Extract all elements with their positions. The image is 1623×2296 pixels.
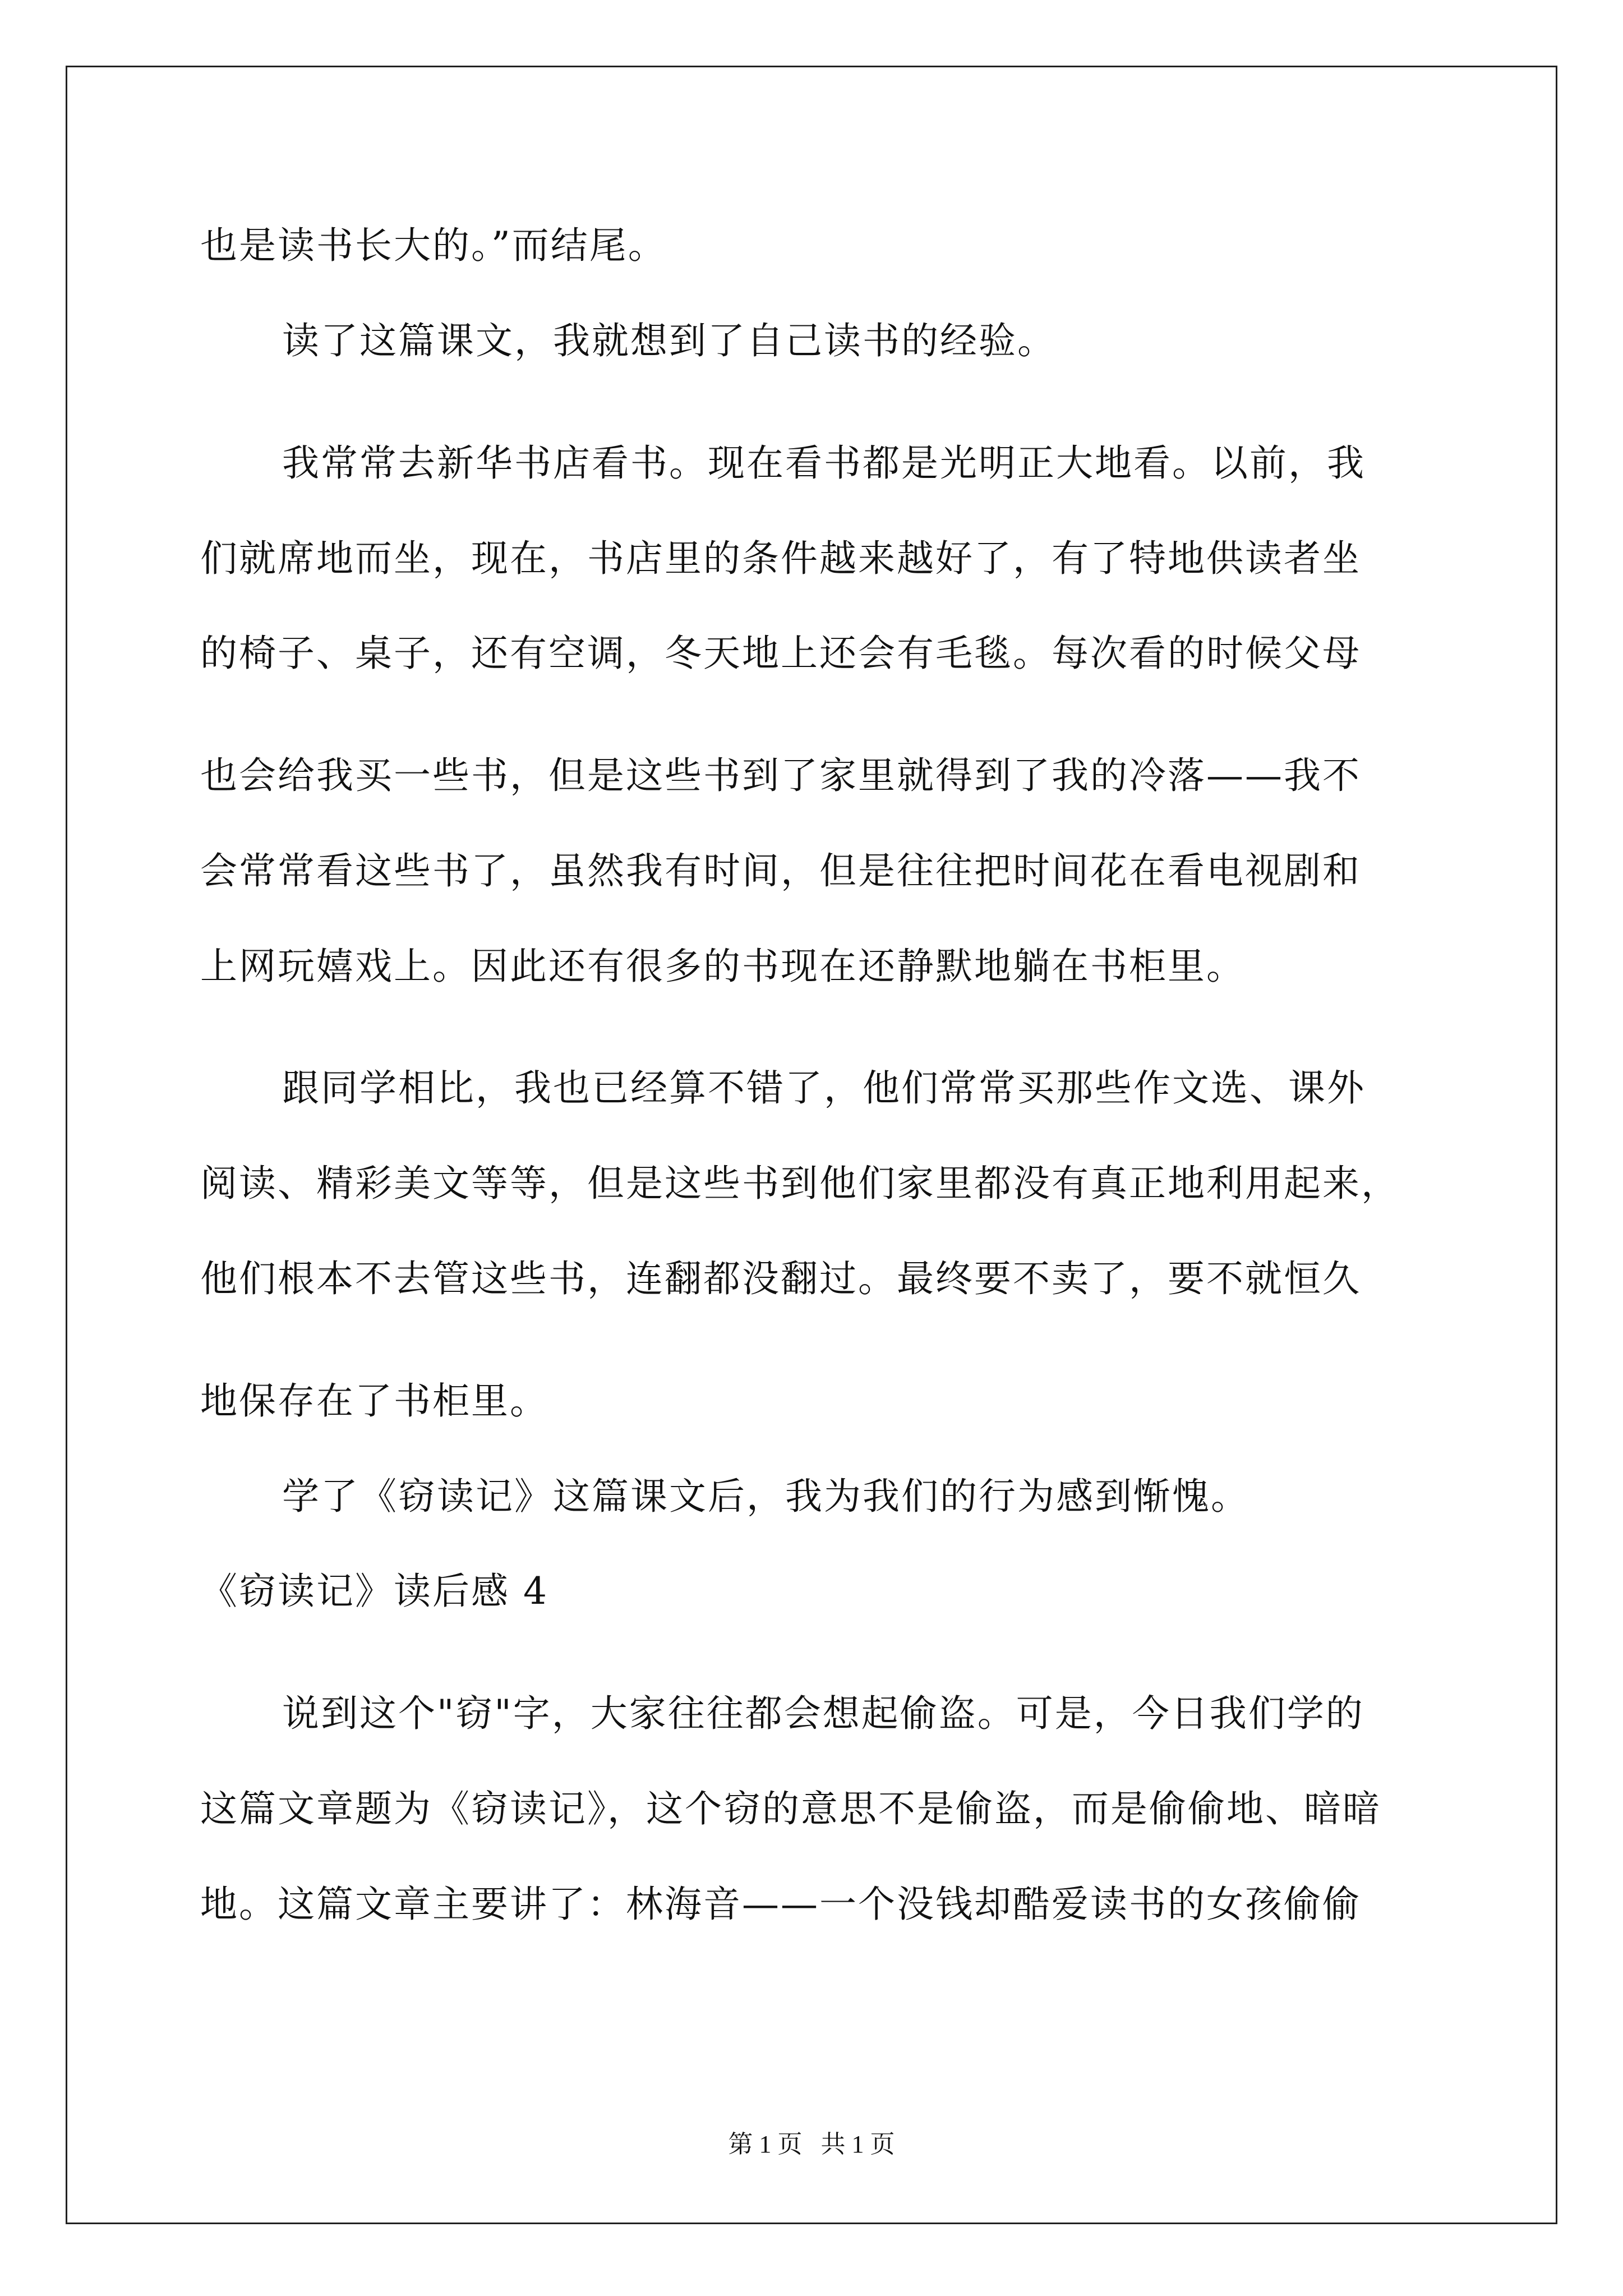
- text-line: 阅读、精彩美文等等，但是这些书到他们家里都没有真正地利用起来，: [200, 1162, 1400, 1205]
- text-line: 会常常看这些书了，虽然我有时间，但是往往把时间花在看电视剧和: [200, 849, 1361, 892]
- text-line: 上网玩嬉戏上。因此还有很多的书现在还静默地躺在书柜里。: [200, 945, 1245, 988]
- section-heading: 《窃读记》读后感 4: [200, 1570, 548, 1613]
- text-line: 地保存在了书柜里。: [200, 1379, 548, 1423]
- text-line: 也是读书长大的。”而结尾。: [200, 224, 667, 267]
- text-line: 这篇文章题为《窃读记》，这个窃的意思不是偷盗，而是偷偷地、暗暗: [200, 1787, 1381, 1830]
- paragraph-line: 说到这个"窃"字，大家往往都会想起偷盗。可是，今日我们学的: [282, 1692, 1364, 1735]
- paragraph-line: 学了《窃读记》这篇课文后，我为我们的行为感到惭愧。: [282, 1475, 1249, 1518]
- paragraph-line: 跟同学相比，我也已经算不错了，他们常常买那些作文选、课外: [282, 1066, 1366, 1110]
- text-line: 的椅子、桌子，还有空调，冬天地上还会有毛毯。每次看的时候父母: [200, 632, 1361, 675]
- text-line: 地。这篇文章主要讲了：林海音——一个没钱却酷爱读书的女孩偷偷: [200, 1883, 1361, 1926]
- text-line: 他们根本不去管这些书，连翻都没翻过。最终要不卖了，要不就恒久: [200, 1257, 1361, 1300]
- paragraph-line: 读了这篇课文，我就想到了自己读书的经验。: [282, 319, 1056, 362]
- text-line: 们就席地而坐，现在，书店里的条件越来越好了，有了特地供读者坐: [200, 537, 1361, 580]
- text-line: 也会给我买一些书，但是这些书到了家里就得到了我的冷落——我不: [200, 754, 1361, 797]
- page-footer: 第 1 页 共 1 页: [728, 2131, 895, 2158]
- paragraph-line: 我常常去新华书店看书。现在看书都是光明正大地看。以前，我: [282, 441, 1366, 485]
